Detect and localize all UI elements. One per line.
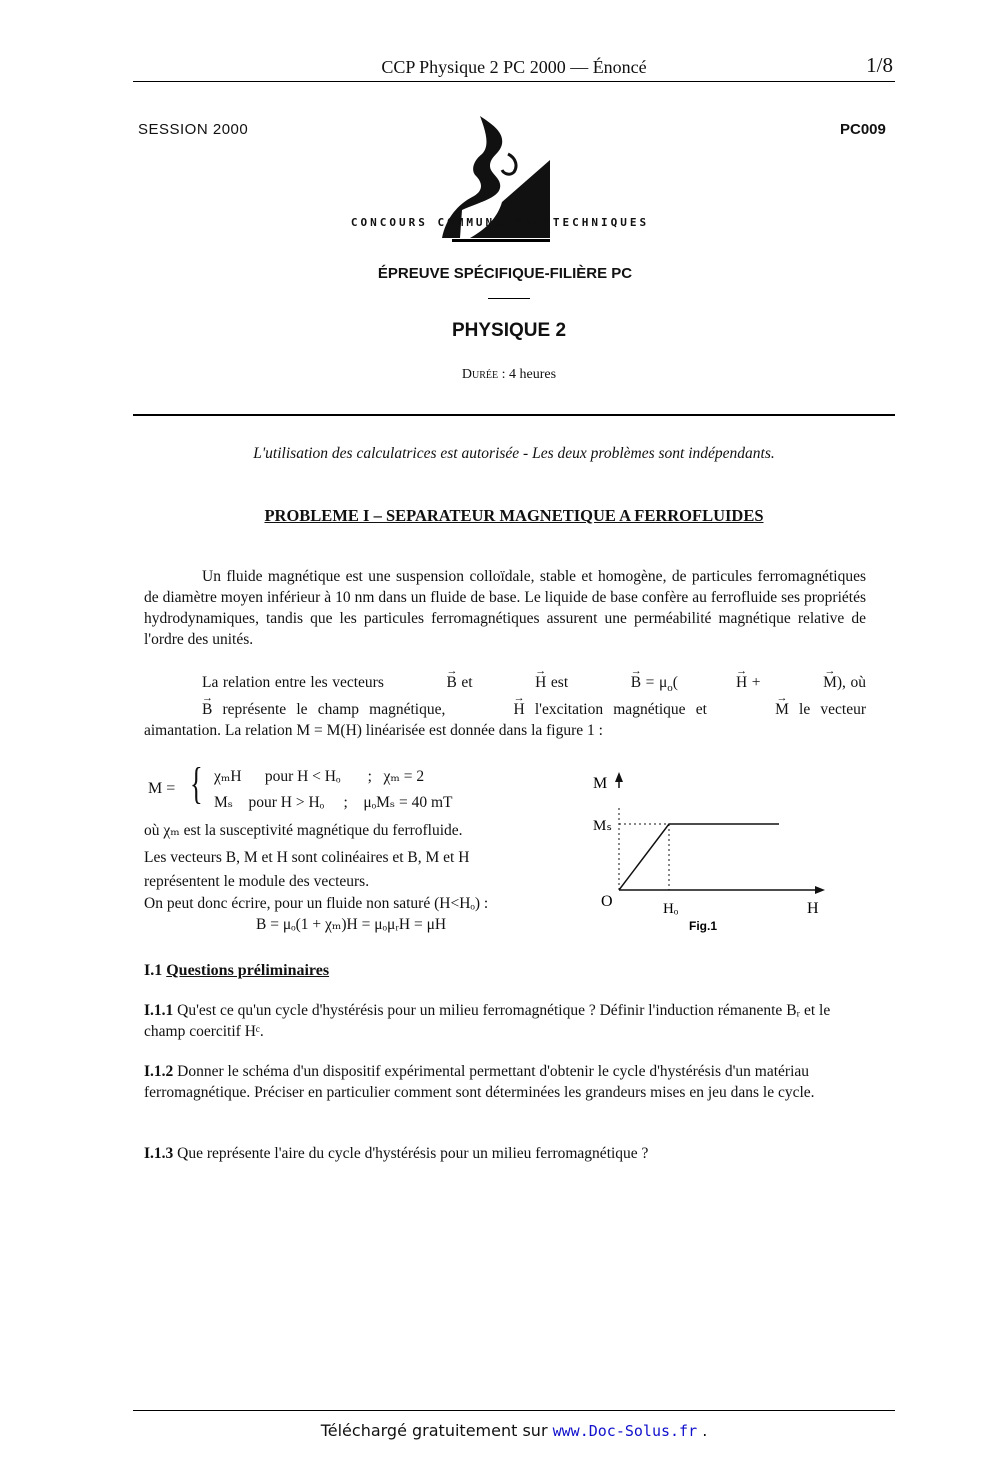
question-number: I.1.3	[144, 1145, 174, 1162]
origin-label: O	[601, 893, 613, 910]
question-text: Qu'est ce qu'un cycle d'hystérésis pour un milieu ferromagnétique ? Définir l'induction rémanente Bᵣ et le champ coercitif Hᶜ.	[144, 1002, 831, 1040]
question	[144, 1143, 864, 1164]
text-span: , où	[842, 674, 867, 691]
magnetization-curve	[619, 824, 779, 890]
footer-rule	[133, 1410, 895, 1411]
note-module: représentent le module des vecteurs.	[144, 873, 370, 890]
paragraph-intro: Un fluide magnétique est une suspension colloïdale, stable et homogène, de particules ferromagnétiques de diamètre moyen inférieur à 10 nm dans un fluide de base. Le liquide de base confère au ferrofluide ses propriétés hydrodynamiques, tandis que les particules ferromagnétiques assurent une perméabilité magnétique relative de l'ordre des unités.	[144, 568, 866, 648]
duration-label: Durée	[461, 367, 499, 382]
footer	[133, 1421, 895, 1440]
logo-underline	[452, 239, 550, 242]
session-label: SESSION 2000	[138, 121, 249, 138]
text-span: représente le champ magnétique,	[212, 701, 456, 719]
vector-h: → H	[477, 672, 546, 693]
equation-row-1: χₘH pour H < Hₒ ; χₘ = 2	[214, 768, 425, 785]
question-text: Que représente l'aire du cycle d'hystérésis pour un milieu ferromagnétique ?	[177, 1145, 649, 1162]
vector-m: → M	[717, 699, 789, 720]
relation-formula: → $B = \mu_o(\to H$ + → M)	[573, 674, 842, 691]
note-nonsat: On peut donc écrire, pour un fluide non saturé (H<Hₒ) :	[144, 895, 489, 912]
divider	[488, 298, 530, 299]
text-span: est	[546, 674, 573, 691]
y-label: M	[593, 775, 608, 792]
divider	[133, 414, 895, 416]
question-number: I.1.1	[144, 1002, 174, 1019]
section-heading	[144, 962, 329, 980]
vector-b: → B	[388, 672, 456, 693]
paragraph-relation	[144, 672, 866, 741]
x-axis-arrow	[815, 886, 825, 894]
vector-h: → H	[456, 699, 525, 720]
problem-title: PROBLEME I – SEPARATEUR MAGNETIQUE A FERROFLUIDES	[264, 506, 764, 525]
concours-name: CONCOURS COMMUNS POLYTECHNIQUES	[350, 216, 650, 229]
text-span: le vecteur aimantation. La relation M = M(H) linéarisée est donnée dans la figure 1 :	[144, 701, 866, 740]
subject-title: PHYSIQUE 2	[451, 320, 567, 341]
header-title: CCP Physique 2 PC 2000 — Énoncé	[381, 57, 647, 77]
note-chi: où χₘ est la susceptivité magnétique du ferrofluide.	[144, 822, 463, 839]
question	[144, 1000, 864, 1042]
brace: {	[190, 759, 203, 808]
duration-value: : 4 heures	[498, 367, 557, 382]
exam-code: PC009	[840, 121, 886, 138]
vector-b: → B	[144, 699, 212, 720]
y-axis-arrow	[615, 772, 623, 782]
equation-row-2: Mₛ pour H > Hₒ ; μₒMₛ = 40 mT	[214, 794, 453, 811]
text-span: La relation entre les vecteurs	[202, 674, 389, 691]
question-number: I.1.2	[144, 1063, 174, 1080]
figure-caption: Fig.1	[689, 919, 718, 933]
footer-text: Téléchargé gratuitement sur	[320, 1421, 553, 1440]
question-text: Donner le schéma d'un dispositif expérimental permettant d'obtenir le cycle d'hystérésis d'un matériau ferromagnétique. Préciser en particulier comment sont déterminées les grandeurs mises en jeu dans le cycle.	[144, 1063, 815, 1101]
instructions: L'utilisation des calculatrices est autorisée - Les deux problèmes sont indépendants.	[253, 445, 775, 462]
epreuve-title: ÉPREUVE SPÉCIFIQUE-FILIÈRE PC	[377, 265, 633, 282]
h0-label: Hₒ	[663, 901, 679, 917]
note-colinear: Les vecteurs B, M et H sont colinéaires et B, M et H	[144, 849, 470, 866]
section-title: Questions préliminaires	[166, 962, 330, 979]
ms-label: Mₛ	[593, 818, 612, 834]
footer-end: .	[697, 1421, 708, 1440]
section-number: I.1	[144, 962, 163, 979]
equation-b: B = μₒ(1 + χₘ)H = μₒμᵣH = μH	[256, 916, 447, 933]
x-label: H	[807, 900, 819, 917]
question	[144, 1061, 864, 1103]
figure-1	[585, 768, 845, 938]
page-number: 1/8	[866, 53, 893, 77]
text-span: et	[456, 674, 478, 691]
footer-link[interactable]: www.Doc-Solus.fr	[552, 1422, 698, 1440]
duration	[300, 367, 718, 383]
page-header	[133, 55, 895, 82]
text-span: l'excitation magnétique et	[524, 701, 718, 719]
equation-lhs: M =	[148, 780, 176, 797]
